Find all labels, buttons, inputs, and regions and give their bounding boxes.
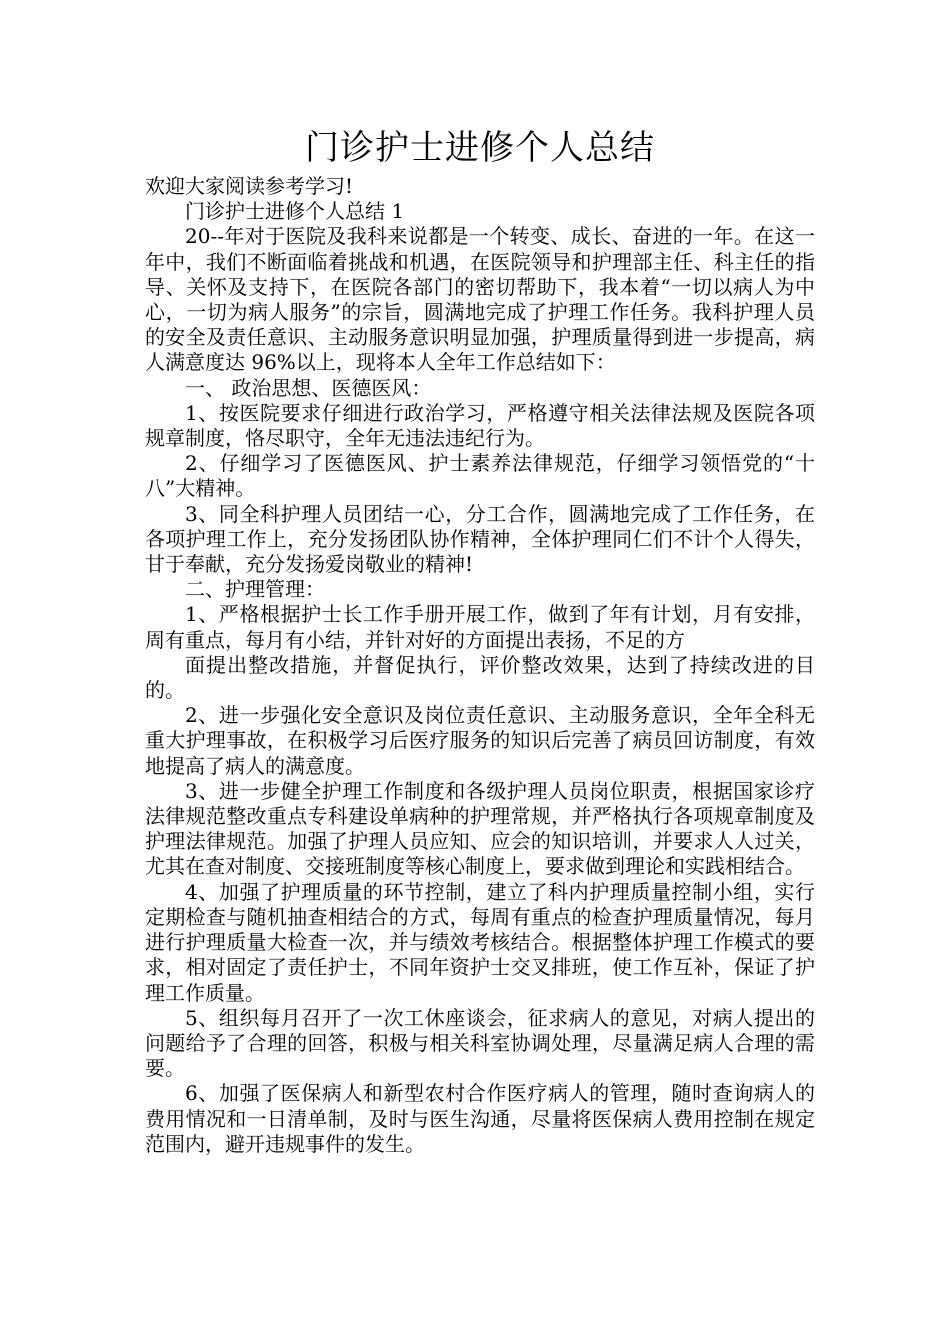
section-heading: 门诊护士进修个人总结 1 — [185, 199, 405, 224]
paragraph: 4、加强了护理质量的环节控制，建立了科内护理质量控制小组，实行定期检查与随机抽查相结合的方式，每周有重点的检查护理质量情况，每月进行护理质量大检查一次，并与绩效考核结合。根据整体护理工作模式的要求，相对固定了责任护士，不同年资护士交叉排班，使工作互补，保证了护理工作质量。 — [145, 879, 815, 1005]
paragraph: 面提出整改措施，并督促执行，评价整改效果，达到了持续改进的目的。 — [145, 652, 815, 703]
subheading-politics: 一、 政治思想、医德医风： — [185, 375, 432, 400]
document-page — [145, 126, 815, 1157]
paragraph: 2、仔细学习了医德医风、护士素养法律规范，仔细学习领悟党的“十八”大精神。 — [145, 451, 815, 501]
subheading-nursing-management: 二、护理管理： — [185, 577, 325, 602]
paragraph: 1、严格根据护士长工作手册开展工作，做到了年有计划，月有安排，周有重点，每月有小结，并针对好的方面提出表扬，不足的方 — [145, 602, 815, 652]
paragraph: 20--年对于医院及我科来说都是一个转变、成长、奋进的一年。在这一年中，我们不断面临着挑战和机遇，在医院领导和护理部主任、科主任的指导、关怀及支持下，在医院各部门的密切帮助下，我本着“一切以病人为中心，一切为病人服务”的宗旨，圆满地完成了护理工作任务。我科护理人员的安全及责任意识、主动服务意识明显加强，护理质量得到进一步提高，病人满意度达 96%以上，现将本人全年工作总结如下： — [145, 224, 815, 375]
paragraph: 6、加强了医保病人和新型农村合作医疗病人的管理，随时查询病人的费用情况和一日清单制，及时与医生沟通，尽量将医保病人费用控制在规定范围内，避开违规事件的发生。 — [145, 1081, 815, 1156]
document-body — [145, 174, 815, 1157]
document-title: 门诊护士进修个人总结 — [305, 128, 655, 168]
paragraph: 5、组织每月召开了一次工休座谈会，征求病人的意见，对病人提出的问题给予了合理的回答，积极与相关科室协调处理，尽量满足病人合理的需要。 — [145, 1005, 815, 1081]
paragraph: 1、按医院要求仔细进行政治学习，严格遵守相关法律法规及医院各项规章制度，恪尽职守，全年无违法违纪行为。 — [145, 400, 815, 451]
intro-line: 欢迎大家阅读参考学习! — [145, 174, 354, 198]
paragraph: 3、进一步健全护理工作制度和各级护理人员岗位职责，根据国家诊疗法律规范整改重点专科建设单病种的护理常规，并严格执行各项规章制度及护理法律规范。加强了护理人员应知、应会的知识培训，并要求人人过关，尤其在查对制度、交接班制度等核心制度上，要求做到理论和实践相结合。 — [145, 778, 815, 879]
paragraph: 3、同全科护理人员团结一心，分工合作，圆满地完成了工作任务，在各项护理工作上，充分发扬团队协作精神，全体护理同仁们不计个人得失，甘于奉献，充分发扬爱岗敬业的精神! — [145, 501, 815, 577]
paragraph: 2、进一步强化安全意识及岗位责任意识、主动服务意识，全年全科无重大护理事故，在积极学习后医疗服务的知识后完善了病员回访制度，有效地提高了病人的满意度。 — [145, 703, 815, 778]
